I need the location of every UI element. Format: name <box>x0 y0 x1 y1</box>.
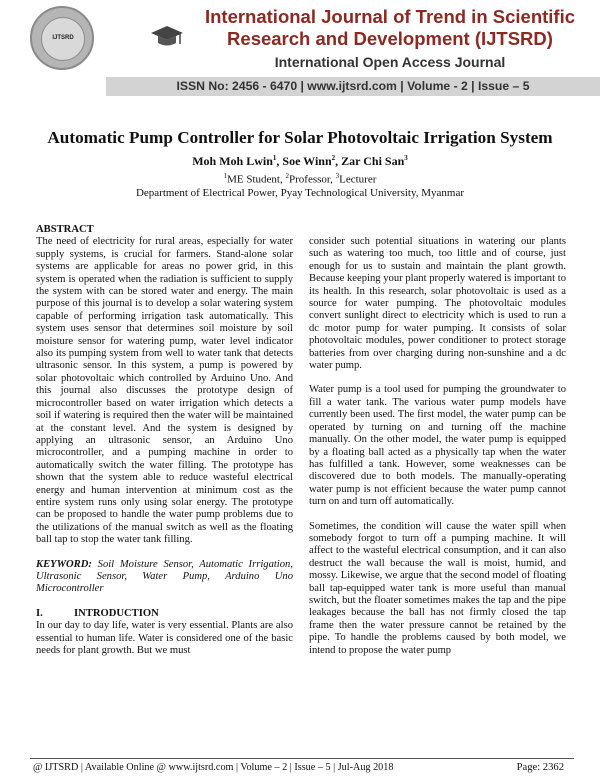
abstract-text: The need of electricity for rural areas, especially for water supply systems, is crucial for farmers. Stand-alone solar systems are applicable for areas no power grid, in this system is operated when the radiation is sufficient to supply the system with can be stored water and energy. The main purpose of this journal is to develop a solar watering system capable of performing irrigation task automatically. This system uses sensor that determines soil moisture by soil moisture sensor for watering pump, water level indicator also its pumping system from well to water tank that detects ultrasonic sensor. In this system, a pump is powered by solar photovoltaic which controlled by Arduino Uno. And this journal also discusses the prototype design of microcontroller based on water irrigation which detects a soil if watering is required then the water will be maintained at the constant level. And the system is designed by applying an ultrasonic sensor, an Arduino Uno microcontroller, and a pumping machine in order to automatically switch the water filling. The prototype has shown that the system able to reduce wasteful electrical energy and human intervention at minimum cost as the entire system runs only using solar energy. The prototype can be proposed to handle the water pump problems due to the utilizations of the manual switch as well as the floating ball tap to stop the water tank filling. <box>36 236 293 546</box>
section-heading <box>36 608 293 620</box>
paper-title: Automatic Pump Controller for Solar Photovoltaic Irrigation System <box>47 128 553 147</box>
journal-header <box>0 0 600 98</box>
keywords <box>36 559 293 596</box>
keywords-text: Soil Moisture Sensor, Automatic Irrigation, Ultrasonic Sensor, Water Pump, Arduino Uno Microcontroller <box>36 558 293 595</box>
author-list: Moh Moh Lwin$^1$, Soe Winn$^2$, Zar Chi San$^3$ <box>192 154 408 168</box>
department: Department of Electrical Power, Pyay Technological University, Myanmar <box>135 187 465 199</box>
page-number: Page: 2362 <box>516 762 564 773</box>
right-column <box>309 236 566 669</box>
author-name: Soe Winn <box>282 154 332 168</box>
paragraph: Sometimes, the condition will cause the water spill when somebody forgot to turn off a pumping machine. It will affect to the wasteful electrical consumption, and it can also destruct the wall because the wall is moist, humid, and mossy. Likewise, we argue that the second model of floating ball tap-equipped water tank is more useful than manual switch, but the floater sometimes makes the tap and the pipe leakages because the ball has not firmly closed the tap frame then the water pressure cannot be retained by the pipe. To handle the problems caused by both model, we intend to propose the water pump <box>309 520 566 656</box>
footer-divider <box>30 758 574 759</box>
issn-line: ISSN No: 2456 - 6470 | www.ijtsrd.com | Volume - 2 | Issue – 5 <box>176 79 530 93</box>
paragraph: Water pump is a tool used for pumping the groundwater to fill a water tank. The various water pump models have currently been used. The first model, the water pump can be operated by turning on and turning off the machine manually. On the other model, the water pump is equipped by a floating ball acted as a physically tap when the water has fulfilled a tank. However, some weaknesses can be discovered due to both models. The manually-operating water pump is not efficient because the water pump cannot turn on and turn off automatically. <box>309 384 566 508</box>
journal-title: International Journal of Trend in Scientific Research and Development (IJTSRD) <box>204 6 576 49</box>
author-name: Zar Chi San <box>341 154 405 168</box>
ijtsrd-logo <box>30 6 94 70</box>
intro-text: In our day to day life, water is very essential. Plants are also essential to human life. Water is considered one of the basic needs for plant growth. But we must <box>36 620 293 656</box>
journal-subtitle: International Open Access Journal <box>274 54 506 70</box>
left-column <box>36 224 293 657</box>
section-title: INTRODUCTION <box>74 607 159 619</box>
paragraph: consider such potential situations in watering our plants such as watering too much, too little and of course, just enough for us to sustain and maintain the plant growth. Because keeping your plant properly watered is important to its health. In this research, solar photovoltaic is used as a source for water pumping. The photovoltaic modules convert sunlight direct to electricity which is used to run a dc motor pump for water pumping. It consists of solar photovoltaic modules, power conditioner to protect storage batteries from over charging during non-sunshine and a dc water pump. <box>309 236 566 372</box>
abstract-heading: ABSTRACT <box>36 224 94 235</box>
graduation-cap-icon <box>150 24 184 50</box>
keywords-label: KEYWORD: <box>36 558 92 570</box>
author-affiliation: $^1$ME Student, $^2$Professor, $^3$Lecturer <box>223 172 377 186</box>
footer-text: @ IJTSRD | Available Online @ www.ijtsrd.com | Volume – 2 | Issue – 5 | Jul-Aug 2018 <box>33 762 394 773</box>
section-number: I. <box>36 607 43 619</box>
author-name: Moh Moh Lwin <box>192 154 273 168</box>
logo-text: IJTSRD <box>52 35 74 41</box>
